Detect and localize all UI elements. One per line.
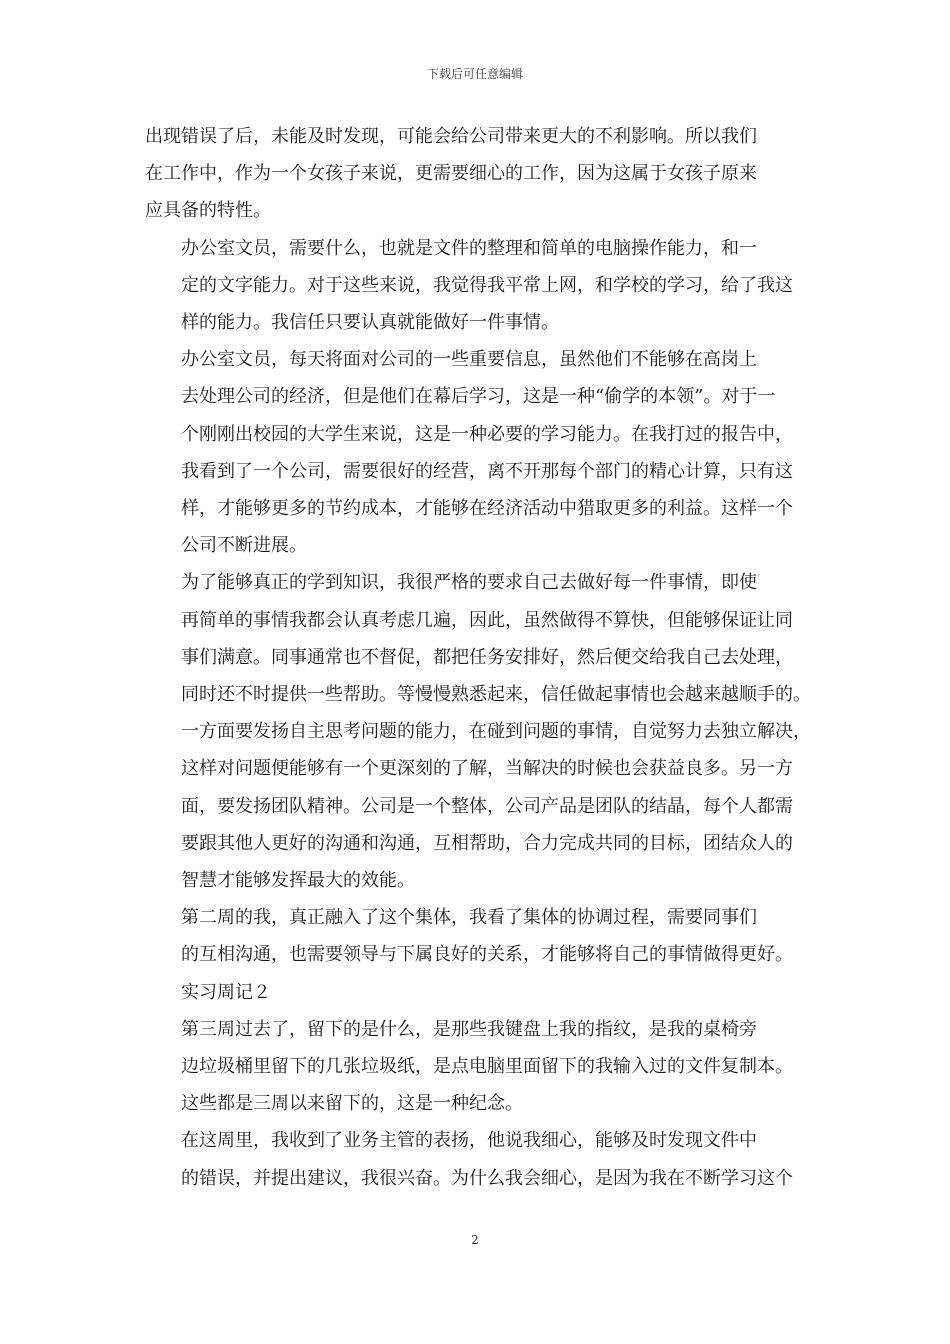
text-line: 这些都是三周以来留下的，这是一种纪念。 [181,1093,523,1115]
text-line: 定的文字能力。对于这些来说，我觉得我平常上网，和学校的学习，给了我这 [181,274,793,296]
paragraph [145,230,813,342]
text-line: 实习周记２ [181,981,271,1003]
text-line: 第二周的我，真正融入了这个集体，我看了集体的协调过程，需要同事们 [181,907,757,929]
paragraph [145,1011,813,1123]
page-header: 下载后可任意编辑 [426,67,523,81]
document-body [145,118,813,1197]
text-line: 一方面要发扬自主思考问题的能力，在碰到问题的事情，自觉努力去独立解决， [181,721,811,743]
text-line: 办公室文员，每天将面对公司的一些重要信息，虽然他们不能够在高岗上 [181,349,757,371]
text-line: 为了能够真正的学到知识，我很严格的要求自己去做好每一件事情，即使 [181,572,757,594]
text-line: 公司不断进展。 [181,535,307,557]
text-line: 样的能力。我信任只要认真就能做好一件事情。 [181,312,559,334]
text-line: 边垃圾桶里留下的几张垃圾纸，是点电脑里面留下的我输入过的文件复制本。 [181,1056,793,1078]
text-line: 同时还不时提供一些帮助。等慢慢熟悉起来，信任做起事情也会越来越顺手的。 [181,684,811,706]
text-line: 面，要发扬团队精神。公司是一个整体，公司产品是团队的结晶，每个人都需 [181,795,793,817]
text-line: 去处理公司的经济，但是他们在幕后学习，这是一种“偷学的本领”。对于一 [181,386,776,408]
text-line: 应具备的特性。 [145,200,271,222]
paragraph [145,1122,813,1196]
text-line: 个刚刚出校园的大学生来说，这是一种必要的学习能力。在我打过的报告中， [181,423,793,445]
text-line: 第三周过去了，留下的是什么，是那些我键盘上我的指纹，是我的桌椅旁 [181,1018,757,1040]
text-line: 要跟其他人更好的沟通和沟通，互相帮助，合力完成共同的目标，团结众人的 [181,832,793,854]
text-line: 在工作中，作为一个女孩子来说，更需要细心的工作，因为这属于女孩子原来 [145,163,757,185]
text-line: 出现错误了后，未能及时发现，可能会给公司带来更大的不利影响。所以我们 [145,126,757,147]
paragraph [145,974,813,1011]
text-line: 这样对问题便能够有一个更深刻的了解，当解决的时候也会获益良多。另一方 [181,758,793,780]
text-line: 在这周里，我收到了业务主管的表扬，他说我细心，能够及时发现文件中 [181,1130,757,1152]
text-line: 办公室文员，需要什么，也就是文件的整理和简单的电脑操作能力，和一 [181,237,757,259]
page-number: 2 [471,1233,479,1247]
paragraph [145,341,813,564]
paragraph [145,564,813,899]
text-line: 事们满意。同事通常也不督促，都把任务安排好，然后便交给我自己去处理， [181,646,793,668]
text-line: 的互相沟通，也需要领导与下属良好的关系，才能够将自己的事情做得更好。 [181,944,793,966]
text-line: 再简单的事情我都会认真考虑几遍，因此，虽然做得不算快，但能够保证让同 [181,609,793,631]
paragraph [145,118,813,230]
text-line: 智慧才能够发挥最大的效能。 [181,870,415,892]
text-line: 我看到了一个公司，需要很好的经营，离不开那每个部门的精心计算，只有这 [181,460,793,482]
text-line: 样，才能够更多的节约成本，才能够在经济活动中猎取更多的利益。这样一个 [181,498,793,520]
paragraph [145,899,813,973]
text-line: 的错误，并提出建议，我很兴奋。为什么我会细心，是因为我在不断学习这个 [181,1167,793,1189]
